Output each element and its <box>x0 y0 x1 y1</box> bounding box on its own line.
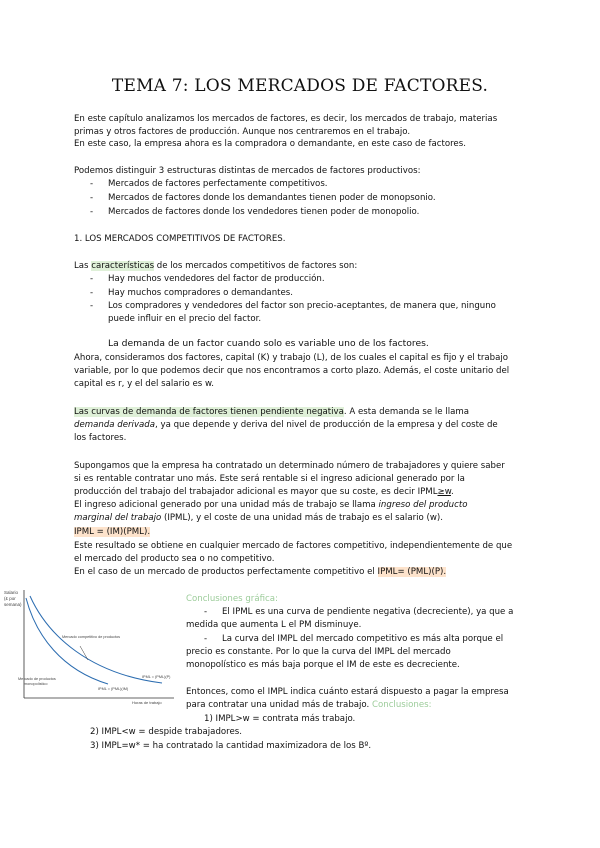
demand-para: capital es r, y el del salario es w. <box>74 379 214 389</box>
list-item-continued: puede influir en el precio del factor. <box>108 314 262 324</box>
structures-intro: Podemos distinguir 3 estructuras distintas de mercados de factores productivos: <box>74 166 421 176</box>
demand-para: variable, por lo que podemos decir que nos encontramos a corto plazo. Además, el coste unitario del <box>74 366 510 376</box>
list-item: - Hay muchos vendedores del factor de producción. <box>90 274 325 284</box>
result-line: Este resultado se obtiene en cualquier mercado de factores competitivo, independientemente de que <box>74 541 513 551</box>
graph-conclusion: precio es constante. Por lo que la curva del IMPL del mercado <box>186 647 451 657</box>
section-heading: 1. LOS MERCADOS COMPETITIVOS DE FACTORES. <box>74 234 286 244</box>
curves-line: demanda derivada, ya que depende y deriva del nivel de producción de la empresa y del coste de <box>74 420 498 430</box>
list-item: - Hay muchos compradores o demandantes. <box>90 288 294 298</box>
arrow-line <box>80 646 88 660</box>
formula-ipml: IPML = (IM)(PML). <box>74 527 151 537</box>
ipml-definition: marginal del trabajo (IPML), y el coste de una unidad más de trabajo es el salario (w). <box>74 513 443 523</box>
graph-conclusion: - La curva del IMPL del mercado competitivo es más alta porque el <box>204 634 504 644</box>
curve-label: IPML = (PML)(P) <box>142 675 171 679</box>
conclusion-item: 3) IMPL=w* = ha contratado la cantidad maximizadora de los Bº. <box>90 741 372 751</box>
characteristics-intro: Las características de los mercados competitivos de factores son: <box>74 261 358 271</box>
curve-competitive <box>30 596 162 683</box>
intro-line: En este capítulo analizamos los mercados de factores, es decir, los mercados de trabajo, materias <box>74 114 498 124</box>
suppose-line: Supongamos que la empresa ha contratado un determinado número de trabajadores y quiere saber <box>74 461 505 471</box>
suppose-line: si es rentable contratar uno más. Este será rentable si el ingreso adicional generado por la <box>74 474 465 484</box>
then-line: Entonces, como el IMPL indica cuánto estará dispuesto a pagar la empresa <box>186 687 509 697</box>
demand-para: Ahora, consideramos dos factores, capital (K) y trabajo (L), de los cuales el capital es fijo y el trabajo <box>74 353 509 363</box>
curve-label: Mercado de productos <box>18 677 56 681</box>
labor-demand-figure <box>4 586 180 706</box>
x-axis-label: Horas de trabajo <box>132 700 162 705</box>
graph-conclusion: monopolístico es más baja porque el IM de este es decreciente. <box>186 660 460 670</box>
graph-conclusion: medida que aumenta L el PM disminuye. <box>186 620 362 630</box>
conclusions-graph-label: Conclusiones gráfica: <box>186 594 278 604</box>
conclusion-item: 2) IMPL<w = despide trabajadores. <box>90 727 242 737</box>
graph-conclusion: - El IPML es una curva de pendiente negativa (decreciente), ya que a <box>204 607 514 617</box>
intro-line: En este caso, la empresa ahora es la compradora o demandante, en este caso de factores. <box>74 139 466 150</box>
conclusion-item: 1) IMPL>w = contrata más trabajo. <box>204 714 356 724</box>
demand-heading: La demanda de un factor cuando solo es variable uno de los factores. <box>108 338 429 349</box>
list-item: - Mercados de factores perfectamente competitivos. <box>90 178 328 189</box>
page-title: TEMA 7: LOS MERCADOS DE FACTORES. <box>111 76 489 96</box>
list-item: - Mercados de factores donde los vendedores tienen poder de monopolio. <box>90 207 420 217</box>
curve-label: IPML = (PML)(IM) <box>98 687 129 691</box>
then-line: para contratar una unidad más de trabajo. Conclusiones: <box>186 700 432 710</box>
list-item: - Los compradores y vendedores del factor son precio-aceptantes, de manera que, ninguno <box>90 301 496 311</box>
curve-label: monopolístico <box>24 682 48 686</box>
curves-line: Las curvas de demanda de factores tienen pendiente negativa. A esta demanda se le llama <box>74 407 469 417</box>
list-item: - Mercados de factores donde los demandantes tienen poder de monopsonio. <box>90 193 436 203</box>
perfect-competition-line: En el caso de un mercado de productos perfectamente competitivo el IPML= (PML)(P). <box>74 567 447 577</box>
curves-line: los factores. <box>74 433 127 443</box>
y-axis-label: Salario <box>4 590 19 595</box>
curve-label: Mercado competitivo de productos <box>62 635 121 639</box>
result-line: el mercado del producto sea o no competitivo. <box>74 554 275 564</box>
ipml-definition: El ingreso adicional generado por una unidad más de trabajo se llama ingreso del producto <box>74 500 468 510</box>
y-axis-label: semana) <box>4 602 22 607</box>
suppose-line: producción del trabajo del trabajador adicional es mayor que su coste, es decir IPML≥w. <box>74 487 454 497</box>
intro-line: primas y otros factores de producción. Aunque nos centraremos en el trabajo. <box>74 126 411 137</box>
y-axis-label: (£ por <box>4 596 16 601</box>
